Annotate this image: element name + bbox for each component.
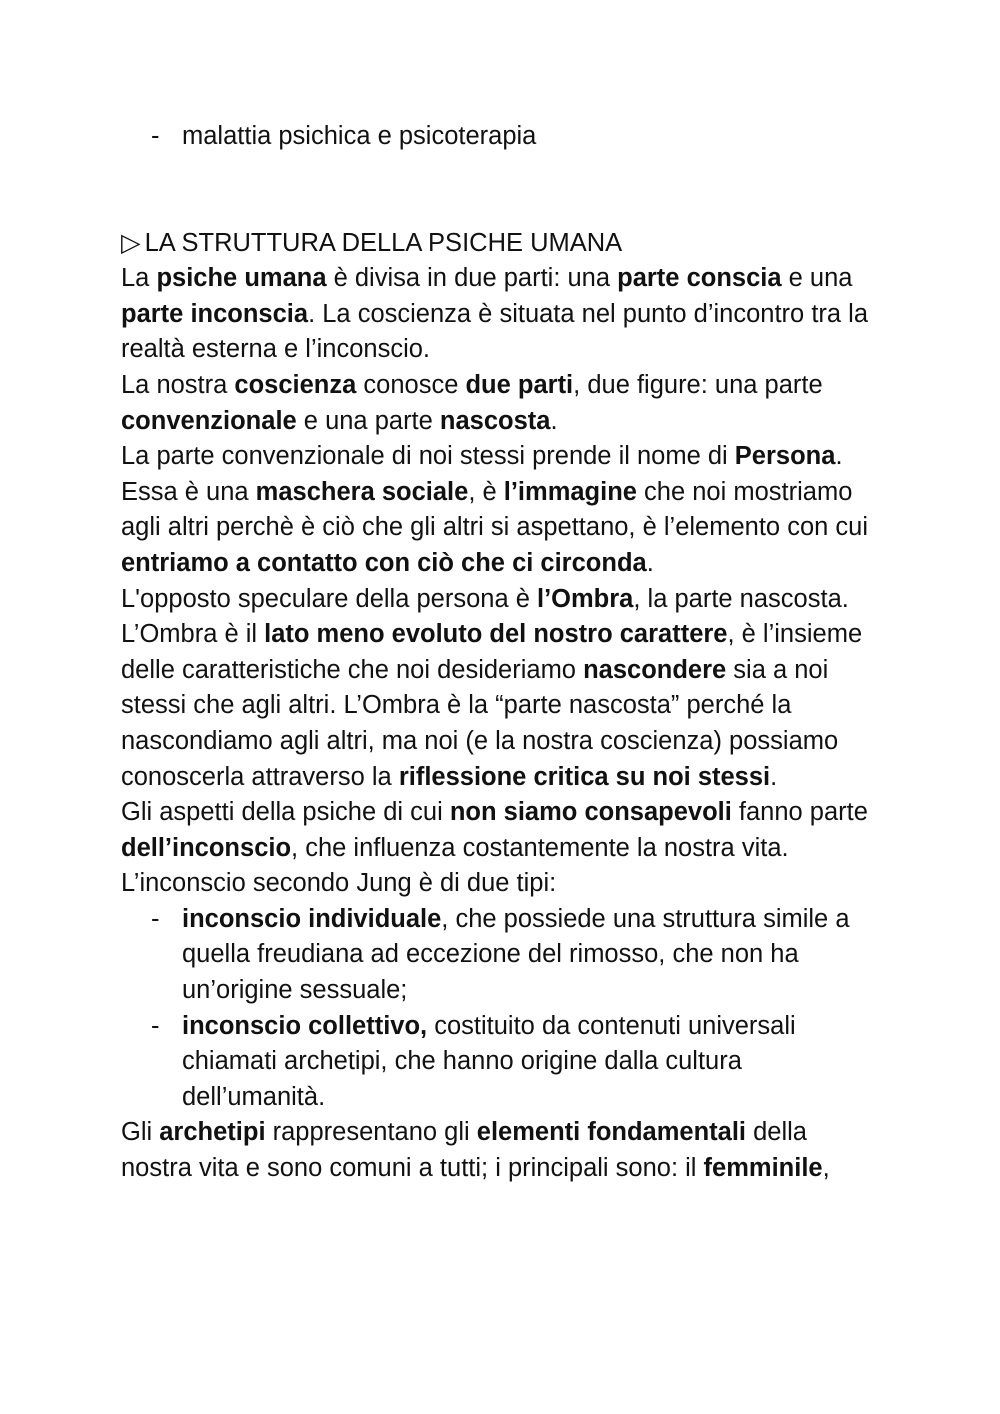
text-run: . xyxy=(550,406,558,435)
list-item-text: , che possiede una struttura simile a quella freudiana ad eccezione del rimosso, che non ha un’origine sessuale; xyxy=(182,904,850,1005)
bold-term: femminile xyxy=(703,1154,823,1183)
spacer xyxy=(121,155,881,226)
text-run: , è l’insieme delle caratteristiche che noi desideriamo xyxy=(121,620,863,684)
section-heading-text: LA STRUTTURA DELLA PSICHE UMANA xyxy=(144,228,623,257)
text-run: , due figure: una parte xyxy=(573,370,823,399)
text-run: . xyxy=(646,548,654,577)
bold-term: due parti xyxy=(465,370,574,399)
list-dash: - xyxy=(151,1011,160,1040)
section-heading xyxy=(121,226,881,262)
bold-term: convenzionale xyxy=(121,406,297,435)
text-run: Gli aspetti della psiche di cui xyxy=(121,798,450,827)
bold-term: parte conscia xyxy=(617,264,782,293)
list-dash: - xyxy=(151,122,160,150)
text-run: , xyxy=(822,1154,830,1183)
list-item-text: malattia psichica e psicoterapia xyxy=(182,122,537,150)
bold-term: non siamo consapevoli xyxy=(449,798,732,827)
text-run: , che influenza costantemente la nostra vita. L’inconscio secondo Jung è di due tipi: xyxy=(121,833,789,898)
text-run: La nostra xyxy=(121,370,235,399)
list-item xyxy=(121,119,881,155)
bold-term: dell’inconscio xyxy=(121,833,292,862)
document-body xyxy=(121,119,881,1187)
paragraph-archetypes xyxy=(121,1115,881,1186)
topic-list xyxy=(121,119,881,155)
text-run: La parte convenzionale di noi stessi prende il nome di xyxy=(121,442,735,471)
bold-term: inconscio collettivo, xyxy=(182,1011,428,1040)
paragraph-unconscious xyxy=(121,795,881,902)
bold-term: l’immagine xyxy=(503,477,637,506)
bold-term: l’Ombra xyxy=(537,584,634,613)
text-run: della nostra vita e sono comuni a tutti; i principali sono: il xyxy=(121,1118,807,1183)
text-run: conosce xyxy=(356,370,466,399)
bold-term: elementi fondamentali xyxy=(476,1118,747,1147)
text-run: rappresentano gli xyxy=(265,1118,477,1147)
paragraph-consciousness xyxy=(121,368,881,439)
triangle-icon: ▷ xyxy=(121,228,141,257)
list-item xyxy=(121,1009,881,1116)
text-run: Gli xyxy=(121,1118,160,1147)
bold-term: nascondere xyxy=(583,655,727,684)
text-run: e una parte xyxy=(296,406,440,435)
list-item-text: costituito da contenuti universali chiamati archetipi, che hanno origine dalla cultura dell’umanità. xyxy=(182,1011,796,1111)
unconscious-types-list xyxy=(121,902,881,1116)
bold-term: lato meno evoluto del nostro carattere xyxy=(264,620,728,649)
bold-term: nascosta xyxy=(439,406,551,435)
bold-term: coscienza xyxy=(234,370,357,399)
bold-term: maschera sociale xyxy=(255,477,469,506)
bold-term: inconscio individuale xyxy=(182,904,442,933)
bold-term: archetipi xyxy=(159,1118,266,1147)
list-dash: - xyxy=(151,904,160,933)
paragraph-persona xyxy=(121,439,881,581)
text-run: e una xyxy=(781,264,853,293)
bold-term: riflessione critica su noi stessi xyxy=(398,762,771,791)
text-run: sia a noi stessi che agli altri. L’Ombra è la “parte nascosta” perché la nascondiamo agli altri, ma noi (e la nostra coscienza) possiamo conoscerla attraverso la xyxy=(121,655,839,791)
text-run: . La coscienza è situata nel punto d’incontro tra la realtà esterna e l’inconscio. xyxy=(121,299,869,364)
bold-term: Persona xyxy=(734,442,836,471)
paragraph-psyche-parts xyxy=(121,261,881,368)
text-run: fanno parte xyxy=(731,798,868,827)
bold-term: parte inconscia xyxy=(121,299,309,328)
bold-term: psiche umana xyxy=(156,264,327,293)
text-run: , la parte nascosta. L’Ombra è il xyxy=(121,584,849,649)
text-run: . Essa è una xyxy=(121,442,843,506)
text-run: L'opposto speculare della persona è xyxy=(121,584,537,613)
bold-term: entriamo a contatto con ciò che ci circonda xyxy=(121,548,647,577)
list-item xyxy=(121,902,881,1009)
paragraph-shadow xyxy=(121,582,881,796)
text-run: che noi mostriamo agli altri perchè è ciò che gli altri si aspettano, è l’elemento con cui xyxy=(121,477,868,542)
text-run: , è xyxy=(468,477,504,506)
text-run: è divisa in due parti: una xyxy=(326,264,618,293)
text-run: La xyxy=(121,264,157,293)
text-run: . xyxy=(770,762,778,791)
